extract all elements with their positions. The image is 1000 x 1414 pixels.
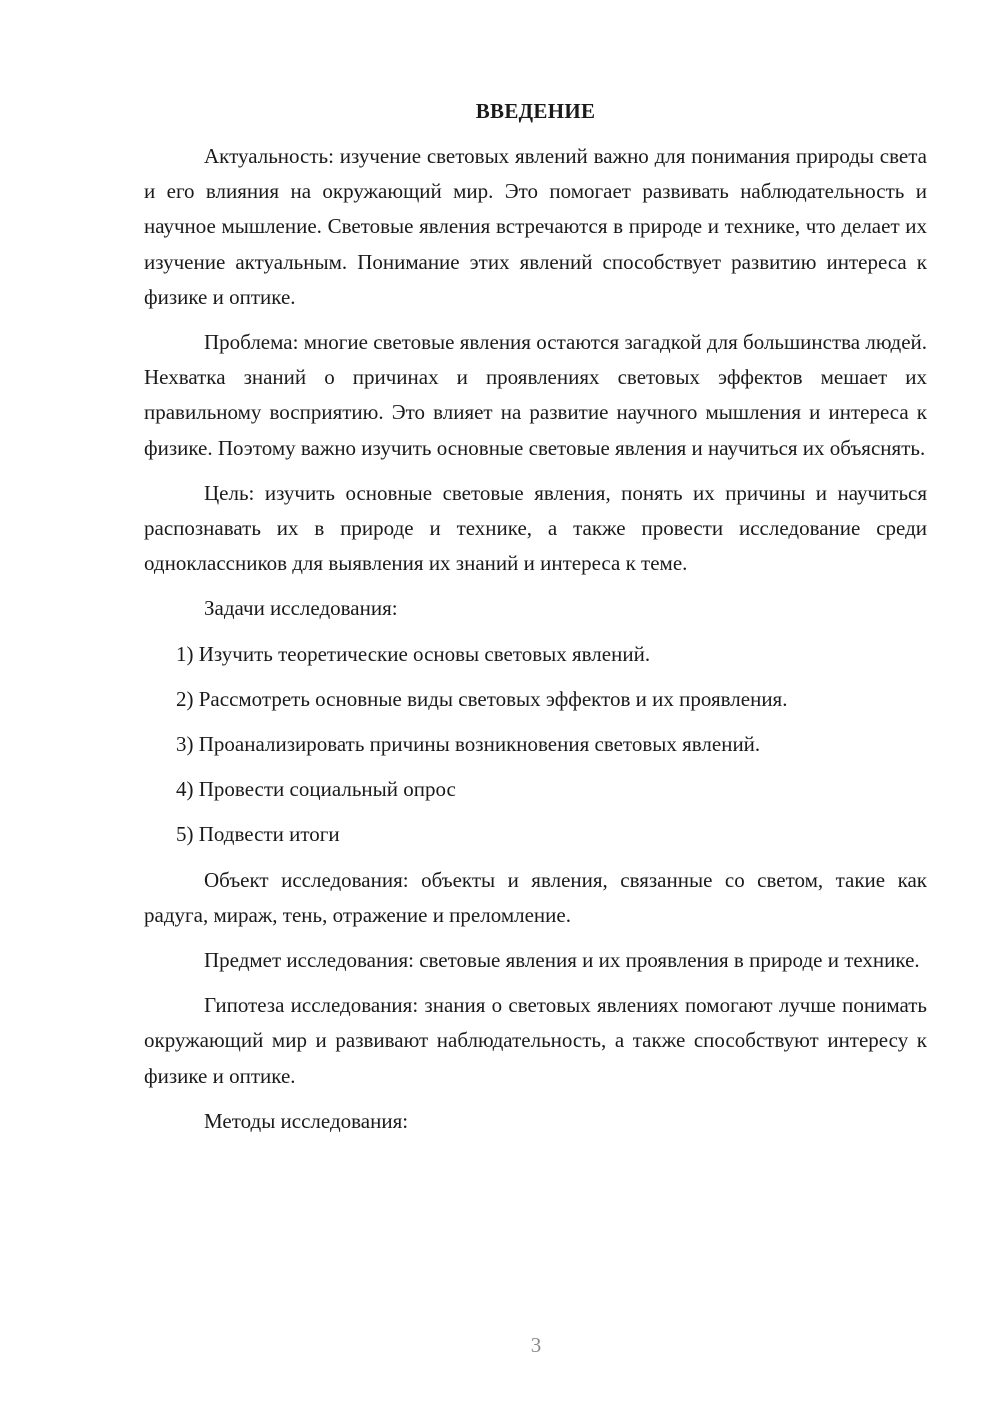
list-item: 2) Рассмотреть основные виды световых эффектов и их проявления. (176, 686, 788, 711)
list-item: 3) Проанализировать причины возникновения световых явлений. (176, 732, 761, 757)
tasks-list (144, 637, 927, 853)
goal-paragraph: Цель: изучить основные световые явления, понять их причины и научиться распознавать их в природе и технике, а также провести исследование среди одноклассников для выявления их знаний и интереса к теме. (144, 480, 927, 576)
hypothesis-paragraph: Гипотеза исследования: знания о световых явлениях помогают лучше понимать окружающий мир и развивают наблюдательность, а также способствуют интересу к физике и оптике. (144, 993, 927, 1088)
methods-heading: Методы исследования: (204, 1108, 409, 1133)
page-title: ВВЕДЕНИЕ (475, 99, 596, 123)
document-page (144, 96, 927, 1149)
page-number: 3 (530, 1333, 542, 1357)
problem-paragraph: Проблема: многие световые явления остаются загадкой для большинства людей. Нехватка знаний о причинах и проявлениях световых эффектов мешает их правильному восприятию. Это влияет на развитие научного мышления и интереса к физике. Поэтому важно изучить основные световые явления и научиться их объяснять. (144, 330, 927, 460)
relevance-paragraph: Актуальность: изучение световых явлений важно для понимания природы света и его влияния на окружающий мир. Это помогает развивать наблюдательность и научное мышление. Световые явления встречаются в природе и технике, что делает их изучение актуальным. Понимание этих явлений способствует развитию интереса к физике и оптике. (144, 144, 927, 309)
tasks-heading: Задачи исследования: (204, 596, 398, 621)
list-item: 5) Подвести итоги (176, 822, 340, 847)
list-item: 1) Изучить теоретические основы световых явлений. (176, 641, 651, 666)
list-item: 4) Провести социальный опрос (176, 777, 456, 802)
subject-paragraph: Предмет исследования: световые явления и их проявления в природе и технике. (204, 948, 920, 973)
object-paragraph: Объект исследования: объекты и явления, связанные со светом, такие как радуга, мираж, тень, отражение и преломление. (144, 867, 927, 927)
